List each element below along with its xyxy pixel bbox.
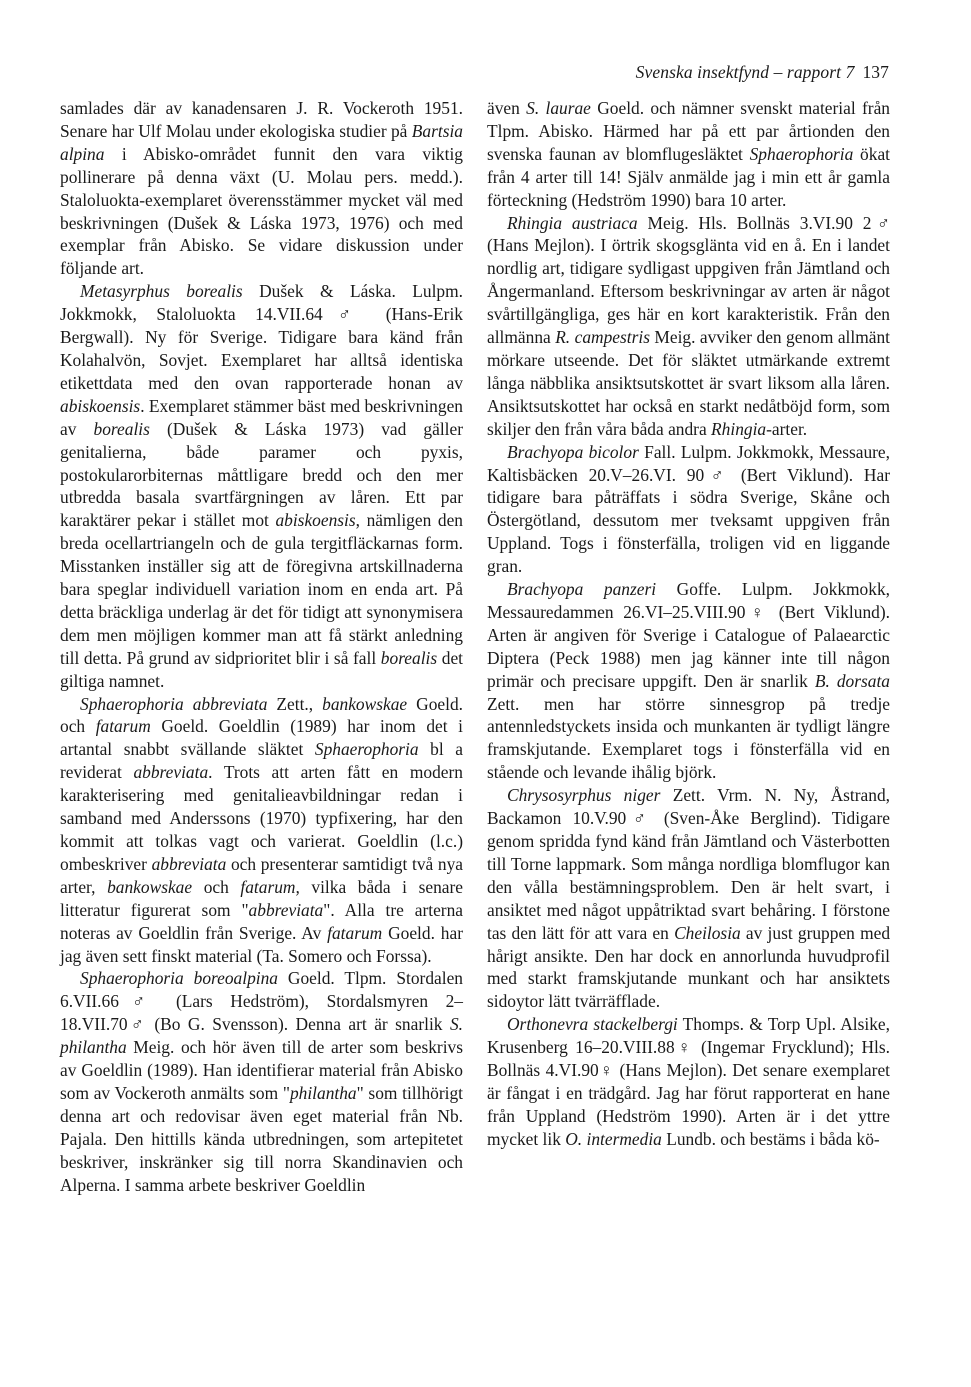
italic-text-run: Sphaerophoria abbreviata xyxy=(80,693,268,714)
text-run: " som tillhörigt denna art och redovisar även eget material från Nb. Pajala. Den hittills kända utbredningen, som artepitetet beskriver, inskränker sig till norra Skandinavien och Alperna. I samma arbete beskriver Goeldlin xyxy=(60,1082,463,1195)
italic-text-run: R. campestris xyxy=(555,327,650,348)
italic-text-run: borealis xyxy=(380,647,438,668)
italic-text-run: philantha xyxy=(289,1082,357,1103)
text-run: , nämligen den breda ocellartriangeln och de gula tergitfläckarnas form. Misstanken inställer sig att de föregivna artskillnaderna bara speglar individuell variation inom en enda art. På detta bräckliga underlag är det för tidigt att synonymisera dem men möjligen kommer man att få stärkt anledning till detta. På grund av sidprioritet blir i så fall xyxy=(60,510,463,668)
paragraph xyxy=(487,578,890,784)
text-run: av just gruppen med hårigt ansikte. Den har dock en annorlunda huvudprofil med starkt framskjutande munkant och har ansiktets sidoytor lätt tvärräfflade. xyxy=(487,922,891,1012)
italic-text-run: abbreviata xyxy=(151,853,227,874)
italic-text-run: S. laurae xyxy=(526,98,591,118)
italic-text-run: bankowskae xyxy=(322,693,408,714)
italic-text-run: Rhingia xyxy=(711,418,767,439)
text-run: bl a reviderat xyxy=(60,739,463,783)
italic-text-run: Sphaerophoria xyxy=(314,739,419,760)
text-run: ". Alla tre arterna noteras av Goeldlin från Sverige. Av xyxy=(60,899,463,943)
text-run: Zett. men har större sinnesgrop på tredje antennledstyckets insida och munkanten är tydligt längre framskjutande. Exemplaret togs i fönsterfälla vid en stående och levande ihålig björk. xyxy=(487,693,890,783)
text-run: i Abisko-området funnit den vara viktig pollinerare på denna växt (U. Molau pers. medd.). Staloluokta-exemplaret överensstämmer mycket väl med beskrivningen (Dušek & Láska 1973, 1976) och med exemplar från Abisko. Se vidare diskussion under följande art. xyxy=(60,143,463,279)
text-run: även xyxy=(487,98,527,118)
text-run: och xyxy=(192,876,241,897)
text-run: samlades där av kanadensaren J. R. Vockeroth 1951. Senare har Ulf Molau under ekologiska studier på xyxy=(60,98,463,141)
italic-text-run: Rhingia austriaca xyxy=(507,212,638,233)
text-run: Goeld. har jag även sett finskt material (Ta. Somero och Forssa). xyxy=(60,922,463,966)
journal-title: Svenska insektfynd – rapport 7 xyxy=(635,62,855,82)
italic-text-run: abiskoensis xyxy=(60,395,141,416)
italic-text-run: Brachyopa panzeri xyxy=(507,579,657,600)
italic-text-run: abiskoensis xyxy=(275,510,356,531)
italic-text-run: Orthonevra stackelbergi xyxy=(507,1014,678,1035)
paragraph xyxy=(487,212,890,441)
paragraph xyxy=(487,784,890,1013)
italic-text-run: S. philantha xyxy=(60,1014,463,1058)
text-run: det giltiga namnet. xyxy=(60,647,464,691)
text-run: Thomps. & Torp Upl. Alsike, Krusenberg 16–20.VIII.88♀ (Ingemar Frycklund); Hls. Bollnäs 4.VI.90♀ (Hans Mejlon). Det senare exemplaret är fångat i en trädgård. Jag har förut rapporterat en hane från Uppland (Hedström 1990). Arten är i det yttre mycket lik xyxy=(487,1014,890,1149)
page-number: 137 xyxy=(862,62,889,82)
text-run: Goffe. Lulpm. Jokkmokk, Messauredammen 26.VI–25.VIII.90♀ (Bert Viklund). Arten är angiven för Sverige i Catalogue of Palaearctic Diptera (Peck 1988) men jag känner inte till någon primär och precisare uppgift. Den är snarlik xyxy=(487,579,890,691)
italic-text-run: Metasyrphus borealis xyxy=(80,281,243,302)
text-run: vilka båda i senare litteratur figurerat som " xyxy=(60,876,463,920)
text-run: ökat från 4 arter till 14! Själv anmälde jag i min ett år gamla förteckning (Hedström 1990) bara 10 arter. xyxy=(487,143,890,210)
italic-text-run: Bartsia alpina xyxy=(60,120,463,164)
italic-text-run: Cheilosia xyxy=(674,922,741,943)
text-run: Fall. Lulpm. Jokkmokk, Messaure, Kaltisbäcken 20.V–26.VI. 90♂ (Bert Viklund). Har tidigare bara påträffats i södra Sverige, Skåne och Östergötland, dessutom mer tveksamt uppgiven från Uppland. Togs i fönsterfälla, troligen vid en liggande gran. xyxy=(487,441,890,577)
text-run: -arter. xyxy=(766,418,808,439)
italic-text-run: Sphaerophoria xyxy=(749,143,854,164)
text-run: Goeld. Tlpm. Stordalen 6.VII.66♂ (Lars Hedström), Stordalsmyren 2–18.VII.70♂ (Bo G. Svensson). Denna art är snarlik xyxy=(60,968,463,1035)
text-run: Goeld. och nämner svenskt material från Tlpm. Abisko. Härmed har på ett par årtionden den svenska faunan av blomflugesläktet xyxy=(487,98,890,164)
italic-text-run: B. dorsata xyxy=(814,670,890,691)
text-run: Goeld. Goeldlin (1989) har inom det i artantal snabbt svällande släktet xyxy=(60,716,463,760)
italic-text-run: abbreviata xyxy=(133,762,209,783)
text-run: Zett., xyxy=(267,693,323,714)
text-run: . Trots att arten fått en modern karakterisering med genitalieavbildningar redan i samband med Anderssons (1970) typfixering, har den kommit att tolkas vagt och varierat. Goeldlin (l.c.) ombeskriver xyxy=(60,762,463,874)
italic-text-run: fatarum, xyxy=(240,876,300,897)
paragraph xyxy=(60,97,463,280)
text-run: och presenterar samtidigt två nya arter, xyxy=(60,853,463,897)
paragraph xyxy=(60,693,463,968)
paragraph xyxy=(60,967,463,1196)
text-run: Meig. och hör även till de arter som beskrivs av Goeldlin (1989). Han identifierar material från Abisko som av Vockeroth anmälts som " xyxy=(60,1037,463,1103)
running-header xyxy=(636,62,889,83)
text-run: Meig. avviker den genom allmänt mörkare utseende. Det för släktet utmärkande extremt långa näbblika ansiktsutskottet är svart liksom alla låren. Ansiktsutskottet har också en starkt nedåtböjd form, som skiljer den från våra båda andra xyxy=(487,327,890,439)
right-text-column xyxy=(487,97,890,1151)
paragraph xyxy=(487,97,890,212)
text-run: Meig. Hls. Bollnäs 3.VI.90 2♂ (Hans Mejlon). I örtrik skogsglänta vid en å. En i landet nordlig art, tidigare sydligast uppgiven från Jämtland och Ångermanland. Eftersom beskrivningar av arten är något svårtillgängliga, ges här en kort karakteristik. Från den allmänna xyxy=(487,212,890,348)
text-run: (Dušek & Láska 1973) vad gäller genitalierna, både paramer och pyxis, postokularorbiternas måttligare bredd och den mer utbredda basala svartfärgningen av låren. Ett par karaktärer pekar i stället mot xyxy=(60,418,463,531)
italic-text-run: Brachyopa bicolor xyxy=(507,441,639,462)
paragraph xyxy=(487,1013,890,1150)
italic-text-run: abbreviata xyxy=(248,899,324,920)
italic-text-run: Sphaerophoria boreoalpina xyxy=(80,968,278,989)
italic-text-run: Chrysosyrphus niger xyxy=(507,785,661,806)
text-run: Goeld. och xyxy=(60,693,463,737)
paragraph xyxy=(60,280,463,692)
text-run: Zett. Vrm. N. Ny, Åstrand, Backamon 10.V.90♂ (Sven-Åke Berglind). Tidigare genom spridda fynd känd från Jämtland och Västerbotten till Torne lappmark. Som många nordliga blomflugor kan den vålla bestämningsproblem. Den är helt svart, i ansiktet med något uppåtriktad svart behåring. I förstone tas den lätt för att vara en xyxy=(487,785,890,943)
italic-text-run: fatarum xyxy=(327,922,383,943)
text-run: Dušek & Láska. Lulpm. Jokkmokk, Staloluokta 14.VII.64♂ (Hans-Erik Bergwall). Ny för Sverige. Tidigare bara känd från Kolahalvön, Sovjet. Exemplaret har alltså identiska etikettdata med den ovan rapporterade honan av xyxy=(60,281,464,393)
text-run: . Exemplaret stämmer bäst med beskrivningen av xyxy=(60,395,463,439)
text-run: Lundb. och bestäms i båda kö- xyxy=(661,1128,880,1149)
italic-text-run: borealis xyxy=(93,418,150,439)
italic-text-run: O. intermedia xyxy=(565,1128,662,1149)
italic-text-run: fatarum xyxy=(95,716,151,737)
paragraph xyxy=(487,441,890,578)
italic-text-run: bankowskae xyxy=(107,876,193,897)
left-text-column xyxy=(60,97,463,1197)
